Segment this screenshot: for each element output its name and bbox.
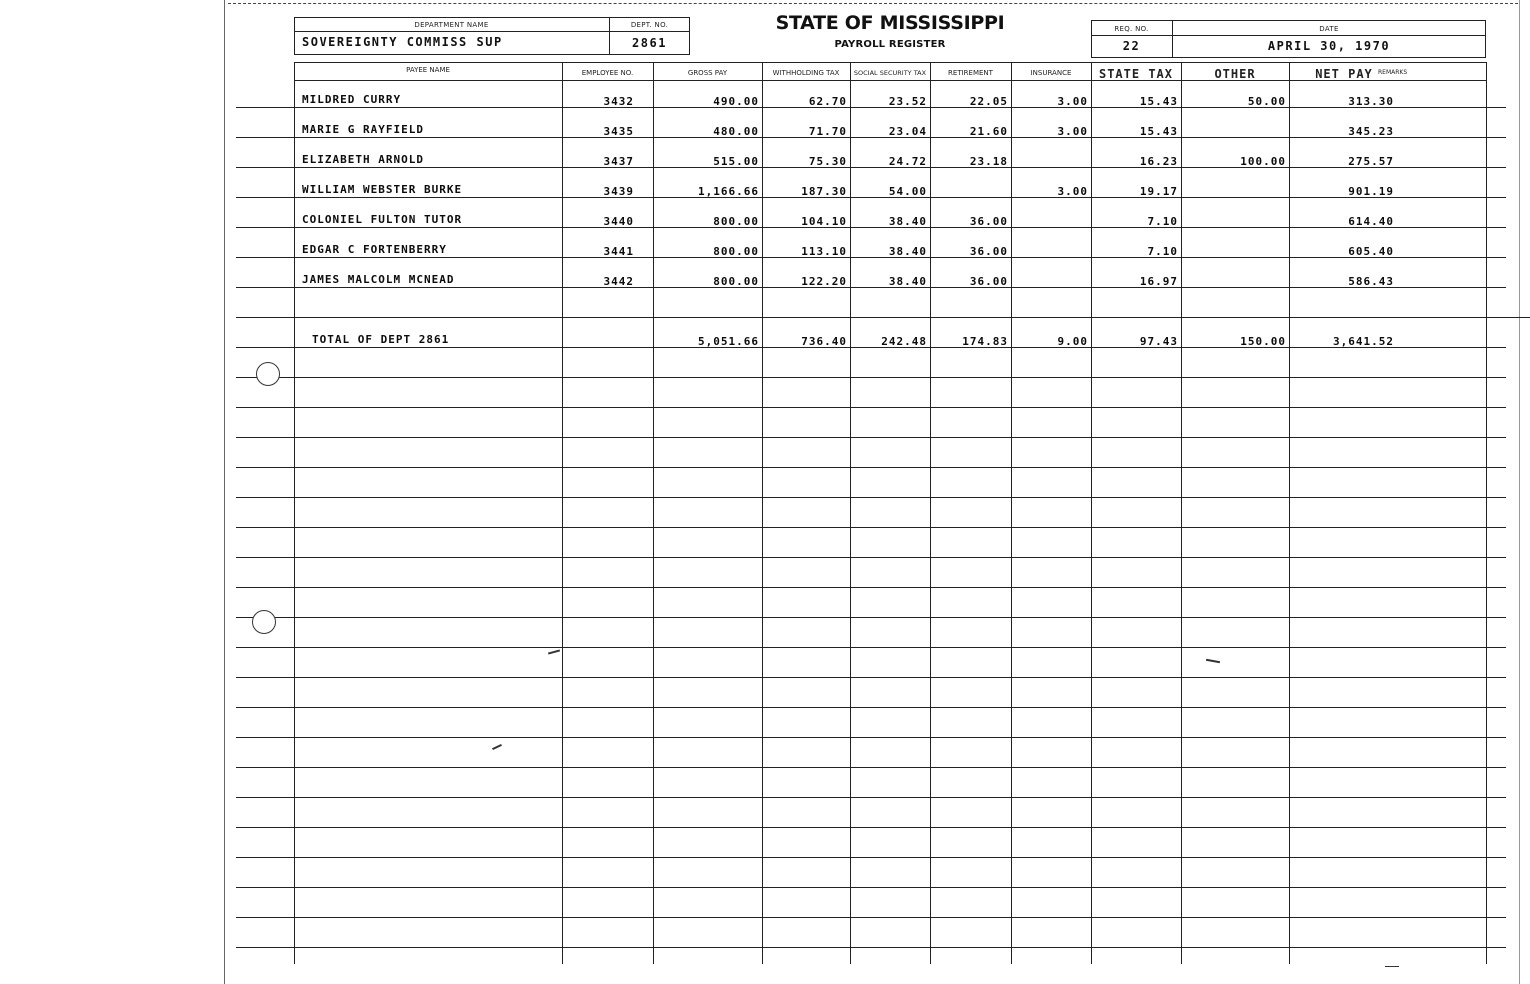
cell-insurance: 3.00: [1057, 125, 1088, 138]
cell-withholding: 71.70: [808, 125, 847, 138]
total-other: 150.00: [1240, 335, 1286, 348]
cell-social: 38.40: [888, 245, 927, 258]
cell-state-tax: 7.10: [1147, 215, 1178, 228]
cell-name: MARIE G RAYFIELD: [302, 123, 424, 136]
total-label: TOTAL OF DEPT 2861: [312, 333, 450, 346]
cell-social: 54.00: [888, 185, 927, 198]
grid-line: [236, 467, 1506, 468]
grid-line: [236, 707, 1506, 708]
department-name-caption: DEPARTMENT NAME: [414, 21, 489, 29]
col-header-gross-pay: GROSS PAY: [687, 69, 728, 77]
cell-net: 586.43: [1348, 275, 1394, 288]
cell-name: ELIZABETH ARNOLD: [302, 153, 424, 166]
right-edge-line: [1519, 0, 1520, 984]
scan-mark: [548, 649, 560, 654]
cell-gross: 515.00: [713, 155, 759, 168]
col-header-social-security: SOCIAL SECURITY TAX: [853, 69, 927, 77]
cell-retirement: 23.18: [969, 155, 1008, 168]
grid-line: [236, 527, 1506, 528]
cell-insurance: 3.00: [1057, 95, 1088, 108]
cell-gross: 800.00: [713, 245, 759, 258]
cell-social: 24.72: [888, 155, 927, 168]
total-gross: 5,051.66: [698, 335, 759, 348]
department-box-divider: [294, 31, 690, 32]
cell-gross: 480.00: [713, 125, 759, 138]
form-subtitle: PAYROLL REGISTER: [834, 39, 946, 50]
cell-emp: 3441: [603, 245, 634, 258]
col-header-withholding: WITHHOLDING TAX: [772, 69, 840, 77]
date-value: APRIL 30, 1970: [1267, 39, 1391, 53]
grid-line: [236, 797, 1506, 798]
cell-gross: 800.00: [713, 275, 759, 288]
total-state-tax: 97.43: [1139, 335, 1178, 348]
total-net: 3,641.52: [1333, 335, 1394, 348]
total-insurance: 9.00: [1057, 335, 1088, 348]
req-no-caption: REQ. NO.: [1114, 25, 1149, 33]
cell-emp: 3439: [603, 185, 634, 198]
cell-retirement: 22.05: [969, 95, 1008, 108]
cell-withholding: 104.10: [801, 215, 847, 228]
cell-name: WILLIAM WEBSTER BURKE: [302, 183, 463, 196]
scan-mark: [1385, 966, 1399, 967]
cell-emp: 3437: [603, 155, 634, 168]
cell-state-tax: 16.97: [1139, 275, 1178, 288]
grid-line: [236, 437, 1506, 438]
left-margin-line: [224, 0, 225, 984]
cell-emp: 3435: [603, 125, 634, 138]
cell-social: 38.40: [888, 275, 927, 288]
cell-emp: 3442: [603, 275, 634, 288]
cell-emp: 3432: [603, 95, 634, 108]
cell-withholding: 113.10: [801, 245, 847, 258]
cell-state-tax: 7.10: [1147, 245, 1178, 258]
cell-withholding: 62.70: [808, 95, 847, 108]
cell-insurance: 3.00: [1057, 185, 1088, 198]
cell-name: JAMES MALCOLM MCNEAD: [302, 273, 455, 286]
cell-withholding: 75.30: [808, 155, 847, 168]
grid-line: [236, 827, 1506, 828]
cell-state-tax: 15.43: [1139, 95, 1178, 108]
cell-gross: 490.00: [713, 95, 759, 108]
dept-no-caption: DEPT. NO.: [630, 21, 669, 29]
cell-withholding: 187.30: [801, 185, 847, 198]
grid-line: [236, 587, 1506, 588]
req-no-value: 22: [1122, 39, 1141, 53]
cell-other: 100.00: [1240, 155, 1286, 168]
cell-name: MILDRED CURRY: [302, 93, 402, 106]
grid-line: [236, 617, 1506, 618]
cell-net: 313.30: [1348, 95, 1394, 108]
perforation-line: [228, 3, 1518, 4]
date-caption: DATE: [1319, 25, 1339, 33]
req-date-divider: [1091, 35, 1486, 36]
col-header-other: OTHER: [1214, 67, 1256, 81]
grid-line: [236, 557, 1506, 558]
cell-net: 275.57: [1348, 155, 1394, 168]
grid-line: [236, 947, 1506, 948]
scan-mark: [1206, 659, 1220, 663]
col-header-remarks: REMARKS: [1378, 69, 1408, 76]
cell-social: 38.40: [888, 215, 927, 228]
cell-net: 614.40: [1348, 215, 1394, 228]
total-retirement: 174.83: [962, 335, 1008, 348]
dept-no-value: 2861: [632, 36, 667, 50]
grid-line: [236, 377, 1506, 378]
total-social: 242.48: [881, 335, 927, 348]
cell-other: 50.00: [1247, 95, 1286, 108]
col-header-insurance: INSURANCE: [1030, 69, 1072, 77]
grid-line: [236, 887, 1506, 888]
grid-line: [236, 767, 1506, 768]
grid-line: [236, 857, 1506, 858]
cell-name: EDGAR C FORTENBERRY: [302, 243, 447, 256]
cell-retirement: 36.00: [969, 275, 1008, 288]
total-withholding: 736.40: [801, 335, 847, 348]
col-header-state-tax: STATE TAX: [1098, 67, 1174, 81]
cell-state-tax: 16.23: [1139, 155, 1178, 168]
department-name-value: SOVEREIGNTY COMMISS SUP: [302, 35, 503, 49]
cell-state-tax: 19.17: [1139, 185, 1178, 198]
grid-line: [236, 497, 1506, 498]
grid-line: [236, 647, 1506, 648]
cell-retirement: 36.00: [969, 215, 1008, 228]
cell-net: 605.40: [1348, 245, 1394, 258]
cell-retirement: 36.00: [969, 245, 1008, 258]
grid-line: [236, 677, 1506, 678]
form-title: STATE OF MISSISSIPPI: [775, 12, 1005, 34]
cell-net: 345.23: [1348, 125, 1394, 138]
cell-retirement: 21.60: [969, 125, 1008, 138]
binder-hole-top: [256, 362, 280, 386]
col-header-payee: PAYEE NAME: [406, 66, 450, 74]
grid-line: [294, 317, 1530, 318]
binder-hole-bottom: [252, 610, 276, 634]
cell-social: 23.04: [888, 125, 927, 138]
col-header-net-pay: NET PAY: [1315, 67, 1373, 81]
grid-line: [236, 737, 1506, 738]
col-header-retirement: RETIREMENT: [948, 69, 993, 77]
cell-net: 901.19: [1348, 185, 1394, 198]
cell-gross: 1,166.66: [698, 185, 759, 198]
grid-line: [236, 407, 1506, 408]
cell-gross: 800.00: [713, 215, 759, 228]
table-top-line: [294, 62, 1486, 63]
cell-name: COLONIEL FULTON TUTOR: [302, 213, 463, 226]
cell-social: 23.52: [888, 95, 927, 108]
grid-line: [236, 917, 1506, 918]
scan-mark: [492, 744, 502, 750]
cell-emp: 3440: [603, 215, 634, 228]
cell-withholding: 122.20: [801, 275, 847, 288]
col-header-employee-no: EMPLOYEE NO.: [581, 69, 634, 77]
cell-state-tax: 15.43: [1139, 125, 1178, 138]
